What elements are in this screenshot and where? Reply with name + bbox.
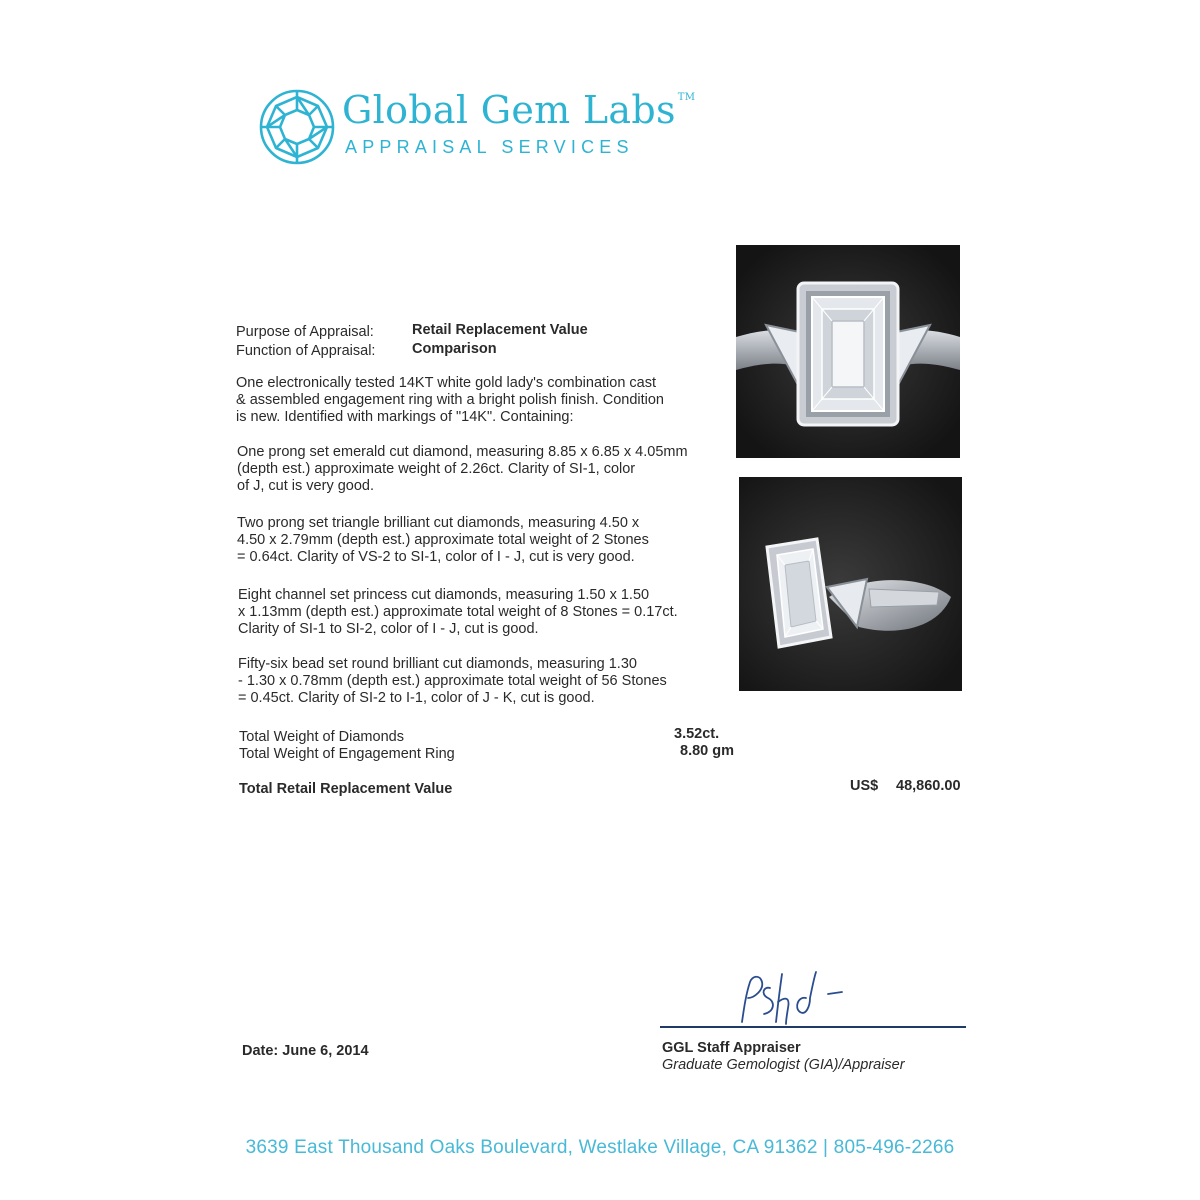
stone3-paragraph <box>238 587 678 638</box>
handwritten-signature <box>730 968 860 1030</box>
total-ring-value: 8.80 gm <box>680 743 734 759</box>
purpose-label: Purpose of Appraisal: <box>236 324 374 340</box>
stone4-paragraph <box>238 656 667 707</box>
stone4-line: Fifty-six bead set round brilliant cut diamonds, measuring 1.30 <box>238 656 637 672</box>
stone3-line: Clarity of SI-1 to SI-2, color of I - J, cut is good. <box>238 621 539 637</box>
stone4-line: - 1.30 x 0.78mm (depth est.) approximate total weight of 56 Stones <box>238 673 667 689</box>
total-ring-label: Total Weight of Engagement Ring <box>239 746 455 762</box>
stone4-line: = 0.45ct. Clarity of SI-2 to I-1, color of J - K, cut is good. <box>238 690 595 706</box>
appraiser-credential: Graduate Gemologist (GIA)/Appraiser <box>662 1057 905 1073</box>
intro-paragraph <box>236 375 664 426</box>
appraiser-title: GGL Staff Appraiser <box>662 1040 801 1056</box>
footer-address: 3639 East Thousand Oaks Boulevard, Westlake Village, CA 91362 | 805-496-2266 <box>245 1137 955 1158</box>
function-value: Comparison <box>412 341 497 357</box>
intro-line: is new. Identified with markings of "14K". Containing: <box>236 409 574 425</box>
function-label: Function of Appraisal: <box>236 343 376 359</box>
stone3-line: x 1.13mm (depth est.) approximate total weight of 8 Stones = 0.17ct. <box>238 604 678 620</box>
intro-line: One electronically tested 14KT white gold lady's combination cast <box>236 375 657 391</box>
retail-value-label: Total Retail Replacement Value <box>239 781 453 797</box>
brand-name-text: Global Gem Labs <box>342 88 676 132</box>
stone1-line: One prong set emerald cut diamond, measuring 8.85 x 6.85 x 4.05mm <box>237 444 688 460</box>
currency: US$ <box>850 778 879 794</box>
stone1-line: of J, cut is very good. <box>237 478 375 494</box>
appraisal-date: Date: June 6, 2014 <box>242 1043 369 1059</box>
trademark: TM <box>677 92 696 103</box>
signature-line <box>660 1026 966 1028</box>
brand-subtitle: APPRAISAL SERVICES <box>345 137 634 157</box>
intro-line: & assembled engagement ring with a bright polish finish. Condition <box>236 392 664 408</box>
retail-value: 48,860.00 <box>896 778 961 794</box>
stone3-line: Eight channel set princess cut diamonds, measuring 1.50 x 1.50 <box>238 587 650 603</box>
ring-top-photo <box>736 245 960 458</box>
stone2-line: 4.50 x 2.79mm (depth est.) approximate total weight of 2 Stones <box>237 532 649 548</box>
gem-logo-icon <box>258 88 336 166</box>
total-diamonds-label: Total Weight of Diamonds <box>239 729 404 745</box>
stone1-paragraph <box>237 444 688 495</box>
brand-name <box>342 88 695 132</box>
stone1-line: (depth est.) approximate weight of 2.26ct. Clarity of SI-1, color <box>237 461 636 477</box>
stone2-line: = 0.64ct. Clarity of VS-2 to SI-1, color of I - J, cut is very good. <box>237 549 635 565</box>
total-diamonds-value: 3.52ct. <box>674 726 720 742</box>
stone2-line: Two prong set triangle brilliant cut diamonds, measuring 4.50 x <box>237 515 640 531</box>
purpose-value: Retail Replacement Value <box>412 322 588 338</box>
stone2-paragraph <box>237 515 649 566</box>
ring-side-photo <box>739 477 962 691</box>
